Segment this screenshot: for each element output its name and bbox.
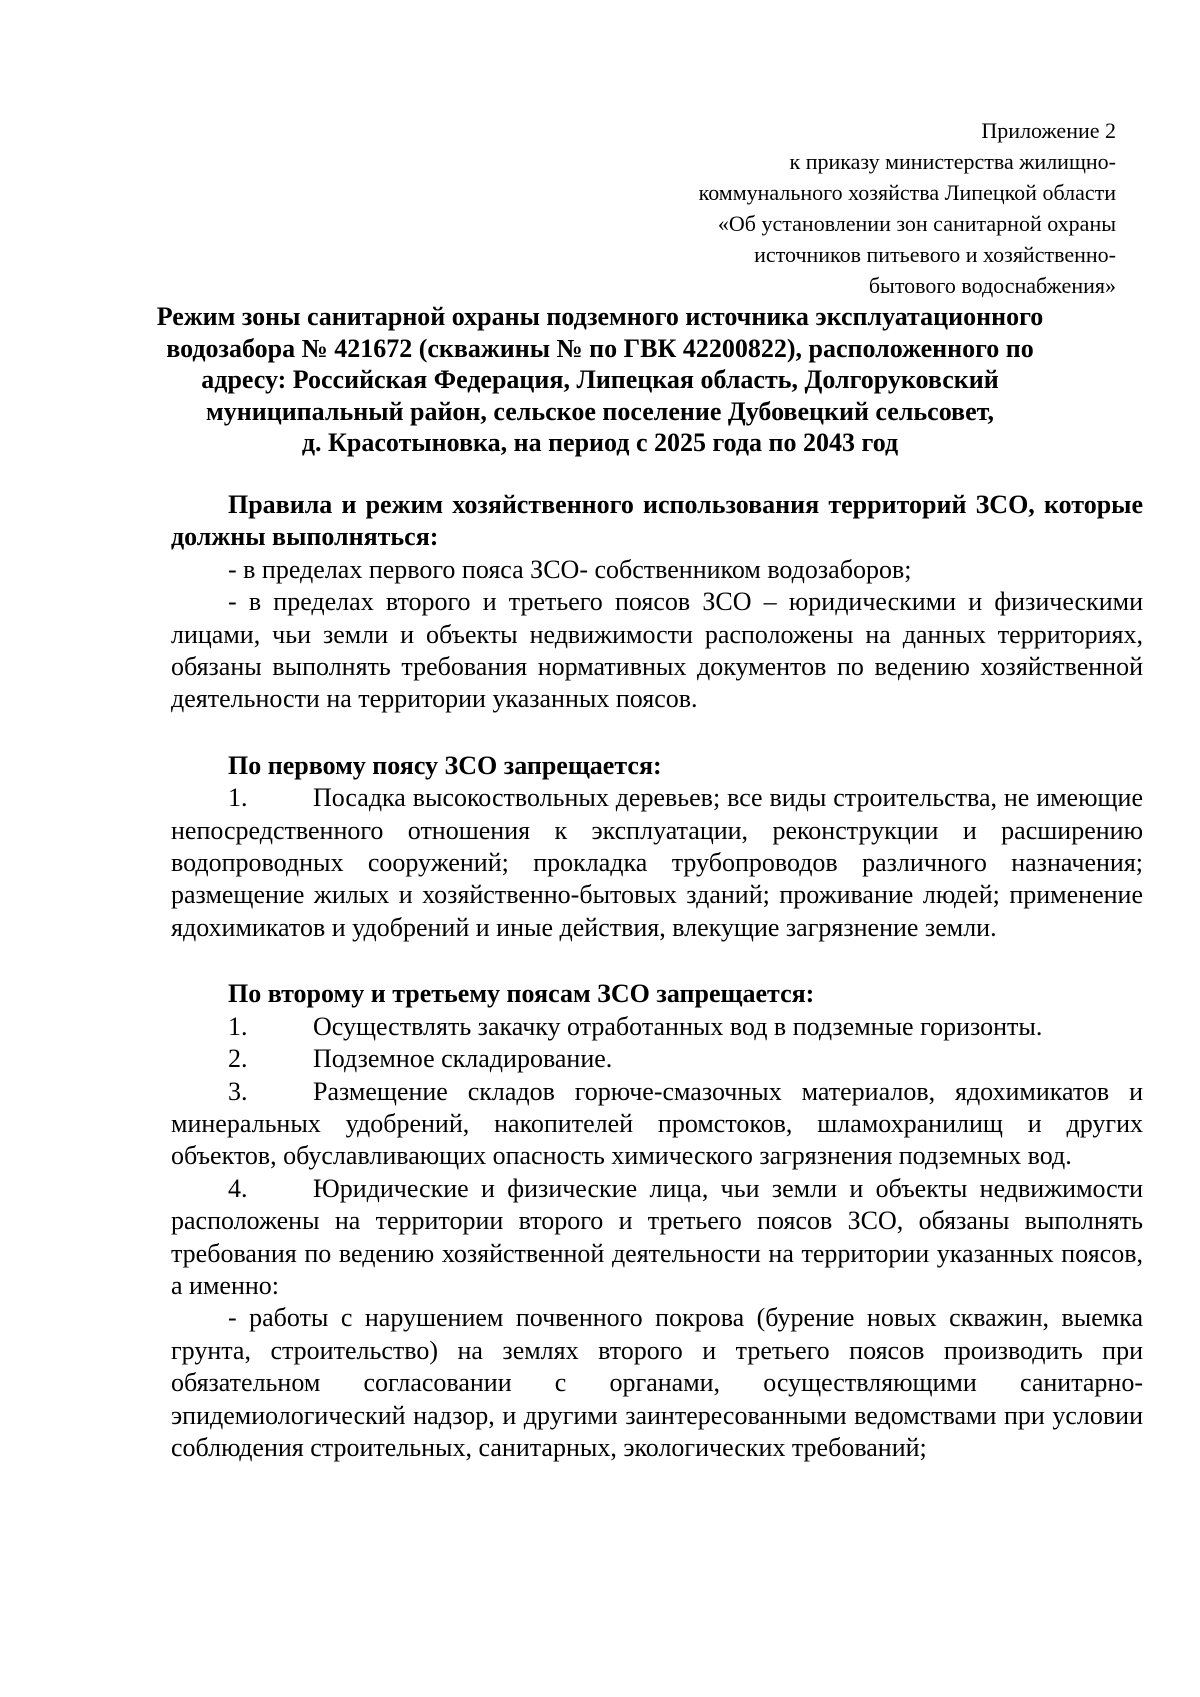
item-text: Осуществлять закачку отработанных вод в подземные горизонты.: [313, 1011, 1043, 1041]
second-third-belt-heading: По второму и третьему поясам ЗСО запрещается:: [228, 979, 815, 1009]
second-third-belt-item: [171, 1011, 1143, 1043]
appendix-line: к приказу министерства жилищно-: [789, 149, 1116, 174]
item-number: 1.: [228, 1011, 248, 1041]
item-number: 4.: [228, 1173, 248, 1203]
title-line: Режим зоны санитарной охраны подземного источника эксплуатационного: [156, 302, 1044, 331]
item-text: Подземное складирование.: [313, 1044, 613, 1074]
title-line: водозабора № 421672 (скважины № по ГВК 42200822), расположенного по: [166, 333, 1034, 363]
item-number: 1.: [228, 783, 248, 813]
second-third-belt-item: [171, 1076, 1143, 1173]
appendix-line: бытового водоснабжения»: [868, 273, 1116, 298]
second-third-belt-item: [171, 1173, 1143, 1303]
item-text: Юридические и физические лица, чьи земли и объекты недвижимости расположены на территории второго и третьего поясов ЗСО, обязаны выполнять требования по ведению хозяйственной деятельности на территории указанных поясов, а именно:: [171, 1173, 1143, 1300]
rules-item-first-belt: - в пределах первого пояса ЗСО- собственником водозаборов;: [228, 554, 912, 584]
first-belt-heading: По первому поясу ЗСО запрещается:: [228, 750, 662, 780]
first-belt-item: [171, 782, 1143, 944]
title-line: муниципальный район, сельское поселение Дубовецкий сельсовет,: [206, 396, 994, 426]
title-line: д. Красотыновка, на период с 2025 года по 2043 год: [301, 428, 899, 457]
appendix-line: коммунального хозяйства Липецкой области: [698, 180, 1116, 205]
appendix-line: источников питьевого и хозяйственно-: [754, 242, 1116, 267]
title-line: адресу: Российская Федерация, Липецкая область, Долгоруковский: [201, 365, 999, 394]
rules-item-second-third-belt: - в пределах второго и третьего поясов ЗСО – юридическими и физическими лицами, чьи земли и объекты недвижимости расположены на данных территориях, обязаны выполнять требования нормативных документов по ведению хозяйственной деятельности на территории указанных поясов.: [171, 587, 1143, 714]
document-title: [100, 301, 1100, 459]
appendix-header: [556, 115, 1116, 301]
item-number: 3.: [228, 1076, 248, 1106]
second-third-belt-sub-item: - работы с нарушением почвенного покрова (бурение новых скважин, выемка грунта, строительство) на землях второго и третьего поясов производить при обязательном согласовании с органами, осуществляющими санитарно-эпидемиологический надзор, и другими заинтересованными ведомствами при условии соблюдения строительных, санитарных, экологических требований;: [171, 1303, 1143, 1462]
appendix-line: «Об установлении зон санитарной охраны: [717, 211, 1116, 236]
appendix-line: Приложение 2: [981, 118, 1116, 143]
item-text: Посадка высокоствольных деревьев; все виды строительства, не имеющие непосредственного отношения к эксплуатации, реконструкции и расширению водопроводных сооружений; прокладка трубопроводов различного назначения; размещение жилых и хозяйственно-бытовых зданий; проживание людей; применение ядохимикатов и удобрений и иные действия, влекущие загрязнение земли.: [171, 783, 1143, 942]
item-number: 2.: [228, 1044, 248, 1074]
second-third-belt-item: [171, 1043, 1143, 1075]
rules-heading: Правила и режим хозяйственного использования территорий ЗСО, которые должны выполняться:: [171, 490, 1143, 552]
document-body: [171, 489, 1143, 1464]
item-text: Размещение складов горюче-смазочных материалов, ядохимикатов и минеральных удобрений, накопителей промстоков, шламохранилищ и других объектов, обуславливающих опасность химического загрязнения подземных вод.: [171, 1076, 1143, 1171]
